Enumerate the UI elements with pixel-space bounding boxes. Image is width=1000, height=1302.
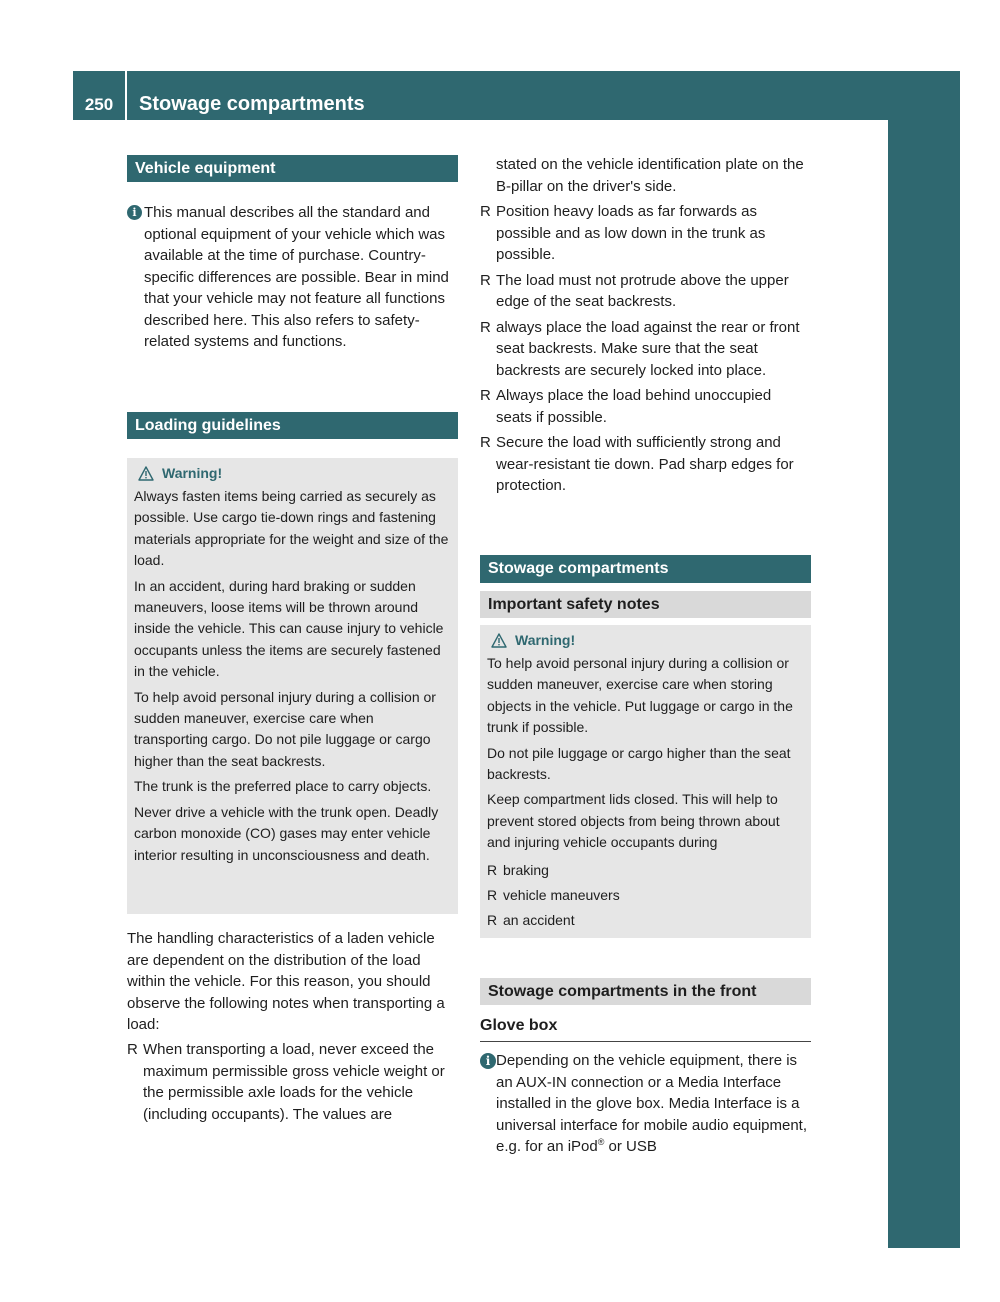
glove-box-heading [480, 1017, 811, 1042]
warning-paragraph: In an accident, during hard braking or sudden maneuvers, loose items will be thrown around inside the vehicle. This can cause injury to vehicle occupants unless the items are securely fastened in the vehicle. [134, 577, 444, 680]
warning-paragraph: Always fasten items being carried as securely as possible. Use cargo tie-down rings and fastening materials appropriate for the weight and size of the load. [134, 488, 449, 569]
warning-list-item [487, 885, 804, 906]
side-tab-label: Loading, stowing and features [976, 186, 999, 476]
info-note-vehicle-equipment [127, 202, 458, 353]
list-item [480, 317, 811, 382]
page-title: Stowage compartments [139, 93, 365, 115]
subheading-important-safety-notes [480, 591, 811, 618]
list-item-text: Position heavy loads as far forwards as possible and as low down in the trunk as possible. [496, 203, 766, 263]
section-heading-vehicle-equipment [127, 155, 458, 182]
section-heading-text: Vehicle equipment [135, 159, 276, 177]
list-item [480, 270, 811, 313]
section-heading-stowage-compartments [480, 555, 811, 583]
bullet-icon: R [487, 887, 498, 904]
subheading-text: Stowage compartments in the front [488, 982, 757, 1000]
bullet-icon: R [480, 387, 491, 404]
list-item [127, 1039, 458, 1125]
bullet-icon: R [480, 203, 491, 220]
warning-paragraph: To help avoid personal injury during a collision or sudden maneuver, exercise care when storing objects in the vehicle. Put luggage or cargo in the trunk if possible. [487, 655, 793, 736]
list-item [480, 432, 811, 497]
warning-title: Warning! [515, 632, 576, 648]
warning-heading [134, 464, 451, 482]
bullet-icon: R [127, 1041, 138, 1058]
list-item-text: The load must not protrude above the upper edge of the seat backrests. [496, 271, 789, 310]
bullet-icon: R [487, 861, 498, 878]
list-item [480, 201, 811, 266]
info-icon: i [480, 1053, 496, 1069]
loading-bullets [480, 201, 811, 501]
list-item-text: always place the load against the rear or front seat backrests. Make sure that the seat backrests are securely locked into place. [496, 318, 800, 379]
list-item-text: Secure the load with sufficiently strong and wear-resistant tie down. Pad sharp edges for protection. [496, 434, 794, 494]
warning-paragraph: Do not pile luggage or cargo higher than the seat backrests. [487, 744, 791, 783]
warning-triangle-icon [138, 466, 154, 481]
list-item-text: an accident [503, 912, 575, 929]
page-number: 250 [73, 71, 127, 120]
warning-paragraph: Keep compartment lids closed. This will help to prevent stored objects from being thrown about and injuring vehicle occupants during [487, 791, 780, 851]
list-item [480, 385, 811, 428]
info-icon: i [127, 205, 142, 220]
warning-paragraph: To help avoid personal injury during a collision or sudden maneuver, exercise care when transporting cargo. Do not pile luggage or cargo higher than the seat backrests. [134, 688, 436, 769]
info-text [496, 1050, 811, 1158]
glove-box-heading-text: Glove box [480, 1017, 558, 1034]
bullet-icon: R [480, 318, 491, 336]
warning-paragraph: The trunk is the preferred place to carry objects. [134, 778, 432, 795]
subheading-stowage-front [480, 978, 811, 1005]
section-heading-loading-guidelines [127, 412, 458, 439]
side-tab [888, 71, 999, 1248]
warning-heading [487, 631, 804, 649]
warning-box-loading [127, 458, 458, 914]
body-paragraph: The handling characteristics of a laden vehicle are dependent on the distribution of the load within the vehicle. For this reason, you should observe the following notes when transporting a load: [127, 930, 445, 1033]
section-heading-text: Loading guidelines [135, 416, 281, 434]
registered-mark: ® [597, 1137, 605, 1147]
page-header [73, 71, 888, 120]
info-text-part: Depending on the vehicle equipment, there is an AUX-IN connection or a Media Interface installed in the glove box. Media Interface is a universal interface for mobile audio equipment, e.g. for an iPod [496, 1052, 808, 1155]
subheading-text: Important safety notes [488, 595, 660, 613]
warning-paragraph: Never drive a vehicle with the trunk open. Deadly carbon monoxide (CO) gases may enter vehicle interior resulting in unconsciousness and death. [134, 803, 439, 863]
continuation-text: stated on the vehicle identification plate on the B-pillar on the driver's side. [496, 156, 804, 195]
warning-triangle-icon [491, 633, 507, 648]
bullet-icon: R [480, 434, 491, 451]
bullet-icon: R [487, 912, 498, 929]
info-note-glove-box [480, 1050, 811, 1158]
info-text-part: or USB [604, 1138, 657, 1155]
list-item-text: When transporting a load, never exceed the maximum permissible gross vehicle weight or the permissible axle loads for the vehicle (including occupants). The values are [143, 1041, 445, 1123]
warning-list-item [487, 860, 804, 881]
warning-title: Warning! [162, 465, 223, 481]
list-item-text: braking [503, 861, 549, 878]
section-heading-text: Stowage compartments [488, 560, 669, 577]
warning-list-item [487, 910, 804, 931]
info-text: This manual describes all the standard and optional equipment of your vehicle which was available at the time of purchase. Country-specific differences are possible. Bear in mind that your vehicle may not feature all functions described here. This also refers to safety-related systems and functions. [144, 204, 449, 350]
list-item-text: vehicle maneuvers [503, 887, 620, 904]
list-item-text: Always place the load behind unoccupied seats if possible. [496, 387, 772, 426]
bullet-icon: R [480, 271, 491, 289]
warning-box-stowage [480, 625, 811, 938]
